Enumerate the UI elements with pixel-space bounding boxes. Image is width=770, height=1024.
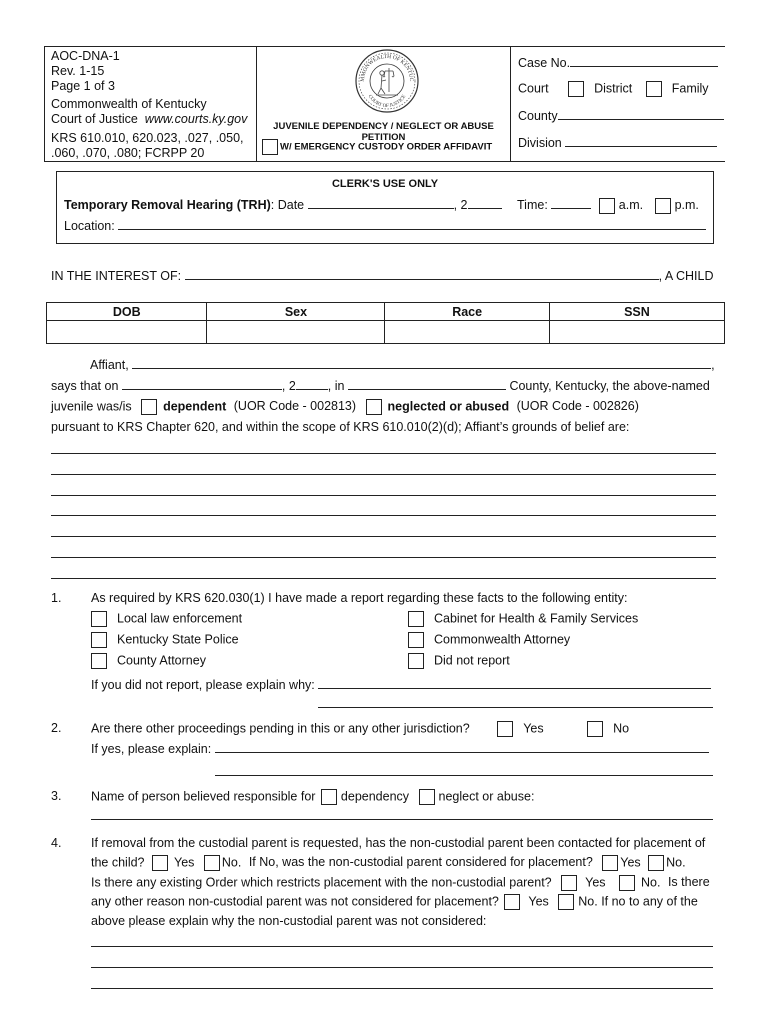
- cabinet-checkbox[interactable]: [408, 611, 424, 627]
- seal-bottom-text: COURT OF JUSTICE: [366, 94, 408, 110]
- family-checkbox[interactable]: [646, 81, 662, 97]
- division-field[interactable]: [565, 135, 717, 147]
- did-not-report-checkbox[interactable]: [408, 653, 424, 669]
- sex-header: Sex: [207, 303, 385, 321]
- q3-responsible-line[interactable]: [91, 819, 713, 820]
- state-police-checkbox[interactable]: [91, 632, 107, 648]
- commonwealth-attorney-label: Commonwealth Attorney: [434, 632, 571, 647]
- grounds-line-3[interactable]: [51, 495, 716, 496]
- identity-table-header: [47, 303, 725, 321]
- q4-explain-line-1[interactable]: [91, 946, 713, 947]
- q4-number: 4.: [51, 836, 62, 850]
- eco-affidavit-label: W/ EMERGENCY CUSTODY ORDER AFFIDAVIT: [280, 141, 493, 153]
- says-on-row: [51, 378, 710, 393]
- affiant-name-field[interactable]: [132, 357, 711, 369]
- q1-explain-label: If you did not report, please explain why:: [91, 678, 315, 692]
- form-title-line1: JUVENILE DEPENDENCY / NEGLECT OR ABUSE: [273, 121, 494, 132]
- q2-row: [91, 721, 629, 737]
- identity-table-row: [47, 321, 725, 344]
- affidavit-date-field[interactable]: [122, 378, 282, 390]
- q3-number: 3.: [51, 789, 62, 803]
- q4-considered-yes-checkbox[interactable]: [602, 855, 618, 871]
- q2-no-label: No: [613, 721, 630, 736]
- location-row: [64, 218, 706, 233]
- q1-option-commonwealth-attorney: [408, 632, 570, 648]
- q4-contacted-yes-checkbox[interactable]: [152, 855, 168, 871]
- q4-child-label: the child?: [91, 855, 145, 870]
- q2-explain-row: [91, 741, 709, 756]
- q2-no-checkbox[interactable]: [587, 721, 603, 737]
- q3-dependency-label: dependency: [340, 789, 410, 804]
- kentucky-seal-icon: [354, 48, 420, 114]
- q4-other-reason-text: any other reason non-custodial parent was not considered for placement?: [91, 894, 499, 909]
- q1-option-county-attorney: [91, 653, 206, 669]
- q1-explain-field[interactable]: [318, 677, 711, 689]
- q1-explain-row: [91, 677, 711, 692]
- eco-affidavit-option: [262, 139, 492, 155]
- q1-option-state-police: [91, 632, 239, 648]
- court-label: Court: [518, 81, 549, 96]
- neglected-code: (UOR Code - 002826): [516, 399, 639, 414]
- q2-explain-field[interactable]: [215, 741, 709, 753]
- trh-row: [64, 197, 699, 214]
- q4-considered-text: If No, was the non-custodial parent considered for placement?: [248, 855, 593, 870]
- q4-other-yes-label: Yes: [528, 894, 549, 909]
- affiant-row: [90, 357, 715, 372]
- county-label: County: [518, 109, 558, 123]
- affiant-comma: ,: [711, 358, 715, 372]
- q4-explain-line-3[interactable]: [91, 988, 713, 989]
- county-field[interactable]: [558, 108, 724, 120]
- am-label: a.m.: [618, 198, 644, 212]
- q1-explain-line-2[interactable]: [318, 707, 713, 708]
- case-no-label: Case No.: [518, 56, 571, 70]
- q4-contacted-no-checkbox[interactable]: [204, 855, 220, 871]
- q2-explain-line-2[interactable]: [215, 775, 713, 776]
- race-cell[interactable]: [385, 321, 549, 344]
- q3-neglect-label: neglect or abuse:: [438, 789, 535, 804]
- location-field[interactable]: [118, 218, 706, 230]
- says-on-label: says that on: [51, 379, 119, 393]
- interest-row: [51, 268, 713, 283]
- division-row: [518, 135, 717, 150]
- q4-contacted-no-label: No.: [221, 855, 242, 870]
- grounds-line-2[interactable]: [51, 474, 716, 475]
- district-label: District: [594, 81, 633, 96]
- form-rev: Rev. 1-15: [51, 64, 105, 78]
- q2-yes-label: Yes: [523, 721, 544, 736]
- dependent-code: (UOR Code - 002813): [233, 399, 357, 414]
- org-name: Commonwealth of Kentucky: [51, 97, 207, 111]
- neglected-label: neglected or abused: [387, 399, 510, 414]
- location-label: Location:: [64, 219, 115, 233]
- header-right-bottom-rule: [511, 161, 725, 162]
- ssn-header: SSN: [549, 303, 724, 321]
- q3-text: Name of person believed responsible for: [91, 789, 316, 804]
- q3-row: [91, 789, 534, 805]
- identity-table: [46, 302, 725, 344]
- county-row: [518, 108, 724, 123]
- grounds-line-4[interactable]: [51, 515, 716, 516]
- header-left: [51, 49, 247, 161]
- in-label: , in: [327, 379, 345, 393]
- juvenile-label: juvenile was/is: [51, 399, 132, 414]
- state-police-label: Kentucky State Police: [117, 632, 239, 647]
- am-checkbox[interactable]: [599, 198, 615, 214]
- case-no-field[interactable]: [570, 55, 718, 67]
- trh-date-field[interactable]: [308, 197, 454, 209]
- dependent-label: dependent: [163, 399, 227, 414]
- q4-line5: above please explain why the non-custodial parent was not considered:: [91, 914, 487, 928]
- case-no-row: [518, 55, 718, 70]
- eco-affidavit-checkbox[interactable]: [262, 139, 278, 155]
- pm-checkbox[interactable]: [655, 198, 671, 214]
- q4-line2: [91, 855, 686, 871]
- q4-order-no-label: No.: [641, 875, 661, 890]
- affidavit-year-field[interactable]: [296, 378, 328, 390]
- sex-cell[interactable]: [207, 321, 385, 344]
- q4-other-no-checkbox[interactable]: [558, 894, 574, 910]
- interest-suffix: , A CHILD: [658, 269, 714, 283]
- svg-text:COURT OF JUSTICE: [367, 94, 408, 109]
- q4-order-yes-label: Yes: [585, 875, 606, 890]
- local-law-label: Local law enforcement: [117, 611, 243, 626]
- race-header: Race: [385, 303, 549, 321]
- trh-year-field[interactable]: [468, 197, 502, 209]
- page-number: Page 1 of 3: [51, 79, 115, 93]
- form-title-line2: PETITION: [361, 132, 406, 143]
- q4-order-no-checkbox[interactable]: [619, 875, 635, 891]
- commonwealth-attorney-checkbox[interactable]: [408, 632, 424, 648]
- q4-order-text: Is there any existing Order which restricts placement with the non-custodial parent?: [91, 875, 552, 890]
- statutes-line2: .060, .070, .080; FCRPP 20: [51, 146, 205, 160]
- q4-other-yes-checkbox[interactable]: [504, 894, 520, 910]
- trh-time-label: Time:: [517, 198, 548, 212]
- pursuant-row: pursuant to KRS Chapter 620, and within the scope of KRS 610.010(2)(d); Affiant’s grounds of belief are:: [51, 420, 630, 434]
- q4-considered-no-checkbox[interactable]: [648, 855, 664, 871]
- statutes-line1: KRS 610.010, 620.023, .027, .050,: [51, 131, 244, 145]
- q4-line1: If removal from the custodial parent is requested, has the non-custodial parent been contacted for placement of: [91, 836, 706, 850]
- seal-top-text: MMONWEALTH OF KENTUC: [359, 53, 415, 82]
- q4-line4: [91, 894, 698, 910]
- trh-label: Temporary Removal Hearing (TRH): [64, 198, 271, 212]
- form-id: AOC-DNA-1: [51, 49, 120, 63]
- q4-is-there-text: Is there: [667, 875, 710, 890]
- county-attorney-checkbox[interactable]: [91, 653, 107, 669]
- trh-year-prefix: , 2: [453, 198, 468, 212]
- interest-label: IN THE INTEREST OF:: [51, 269, 182, 283]
- q4-line3: [91, 875, 710, 891]
- q4-order-yes-checkbox[interactable]: [561, 875, 577, 891]
- cabinet-label: Cabinet for Health & Family Services: [434, 611, 639, 626]
- ssn-cell[interactable]: [549, 321, 724, 344]
- family-label: Family: [671, 81, 709, 96]
- grounds-line-7[interactable]: [51, 578, 716, 579]
- q2-yes-checkbox[interactable]: [497, 721, 513, 737]
- affidavit-county-field[interactable]: [348, 378, 506, 390]
- q1-number: 1.: [51, 591, 62, 605]
- affiant-label: Affiant,: [90, 358, 129, 372]
- q3-neglect-checkbox[interactable]: [419, 789, 435, 805]
- q3-dependency-checkbox[interactable]: [321, 789, 337, 805]
- district-checkbox[interactable]: [568, 81, 584, 97]
- pm-label: p.m.: [674, 198, 699, 212]
- q4-considered-no-label: No.: [666, 855, 686, 870]
- q1-text: As required by KRS 620.030(1) I have made a report regarding these facts to the following entity:: [91, 591, 628, 605]
- dob-cell[interactable]: [47, 321, 207, 344]
- q4-explain-line-2[interactable]: [91, 967, 713, 968]
- did-not-report-label: Did not report: [434, 653, 510, 668]
- clerk-title: CLERK'S USE ONLY: [331, 178, 439, 190]
- q1-option-local-law: [91, 611, 242, 627]
- local-law-checkbox[interactable]: [91, 611, 107, 627]
- trh-date-label: : Date: [270, 198, 305, 212]
- grounds-line-1[interactable]: [51, 453, 716, 454]
- juvenile-row: [51, 399, 639, 415]
- child-name-field[interactable]: [185, 268, 659, 280]
- q2-number: 2.: [51, 721, 62, 735]
- county-attorney-label: County Attorney: [117, 653, 206, 668]
- court-of-justice: Court of Justice www.courts.ky.gov: [51, 112, 248, 126]
- q4-considered-yes-label: Yes: [620, 855, 641, 870]
- division-label: Division: [518, 136, 562, 150]
- q2-text: Are there other proceedings pending in this or any other jurisdiction?: [91, 721, 470, 736]
- grounds-line-6[interactable]: [51, 557, 716, 558]
- neglected-checkbox[interactable]: [366, 399, 382, 415]
- affidavit-year-prefix: , 2: [281, 379, 296, 393]
- dependent-checkbox[interactable]: [141, 399, 157, 415]
- q1-option-did-not-report: [408, 653, 510, 669]
- court-row: [518, 81, 709, 97]
- grounds-line-5[interactable]: [51, 536, 716, 537]
- q2-explain-label: If yes, please explain:: [91, 742, 212, 756]
- trh-time-field[interactable]: [551, 197, 591, 209]
- q4-other-no-text: No. If no to any of the: [578, 894, 698, 909]
- header-right-top-rule: [511, 46, 725, 47]
- q1-option-cabinet: [408, 611, 638, 627]
- court-url: www.courts.ky.gov: [144, 112, 248, 126]
- county-kentucky-text: County, Kentucky, the above-named: [509, 379, 710, 393]
- dob-header: DOB: [47, 303, 207, 321]
- q4-contacted-yes-label: Yes: [174, 855, 195, 870]
